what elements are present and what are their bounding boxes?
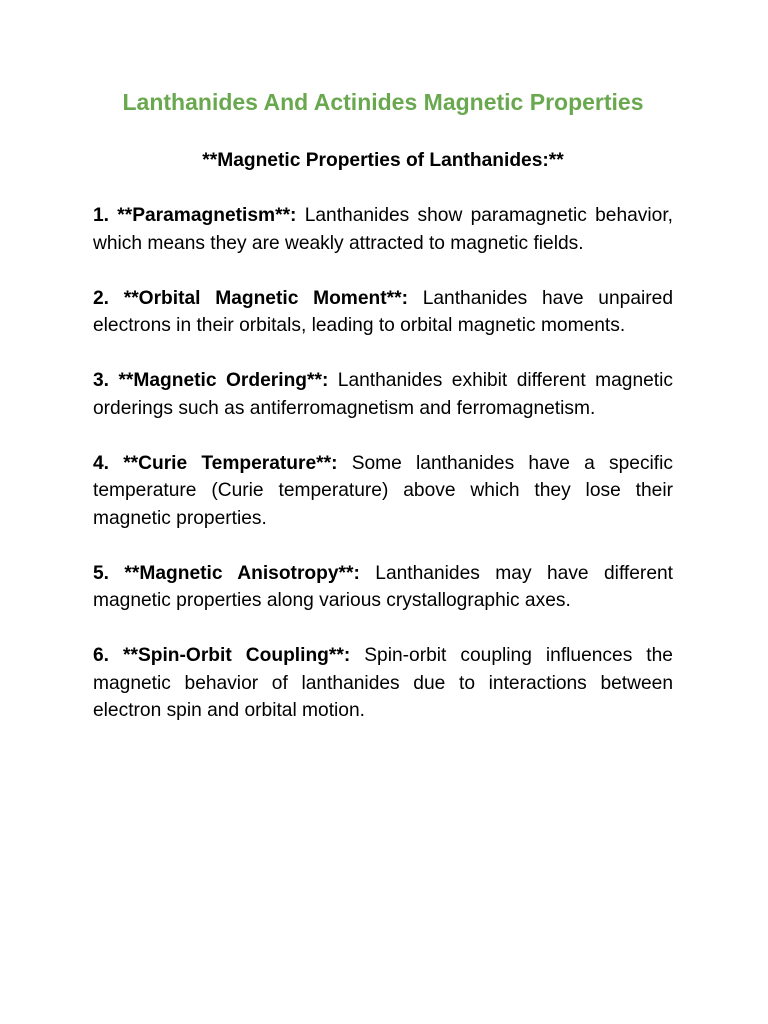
- item-text: Some lanthanides have a specific temperature (Curie temperature) above which they lose their magnetic properties.: [93, 452, 673, 529]
- item-label: 5. **Magnetic Anisotropy**:: [93, 562, 360, 584]
- item-text: Lanthanides show paramagnetic behavior, which means they are weakly attracted to magnetic fields.: [93, 205, 673, 254]
- list-item: [93, 450, 673, 533]
- item-label: 2. **Orbital Magnetic Moment**:: [93, 287, 408, 309]
- item-text: Lanthanides exhibit different magnetic orderings such as antiferromagnetism and ferromagnetism.: [93, 370, 673, 419]
- list-item: [93, 642, 673, 725]
- section-heading: **Magnetic Properties of Lanthanides:**: [202, 150, 564, 171]
- item-label: 3. **Magnetic Ordering**:: [93, 370, 329, 391]
- item-text: Lanthanides have unpaired electrons in their orbitals, leading to orbital magnetic moments.: [93, 287, 673, 336]
- item-text: Lanthanides may have different magnetic properties along various crystallographic axes.: [93, 562, 673, 611]
- item-label: 6. **Spin-Orbit Coupling**:: [93, 645, 351, 666]
- document-page: [93, 86, 673, 752]
- list-item: [93, 560, 673, 615]
- property-list: [93, 202, 673, 725]
- list-item: [93, 285, 673, 340]
- list-item: [93, 367, 673, 422]
- list-item: [93, 202, 673, 257]
- item-label: 1. **Paramagnetism**:: [93, 205, 297, 226]
- item-label: 4. **Curie Temperature**:: [93, 452, 338, 474]
- page-title: Lanthanides And Actinides Magnetic Properties: [122, 89, 644, 115]
- item-text: Spin-orbit coupling influences the magnetic behavior of lanthanides due to interactions between electron spin and orbital motion.: [93, 645, 673, 721]
